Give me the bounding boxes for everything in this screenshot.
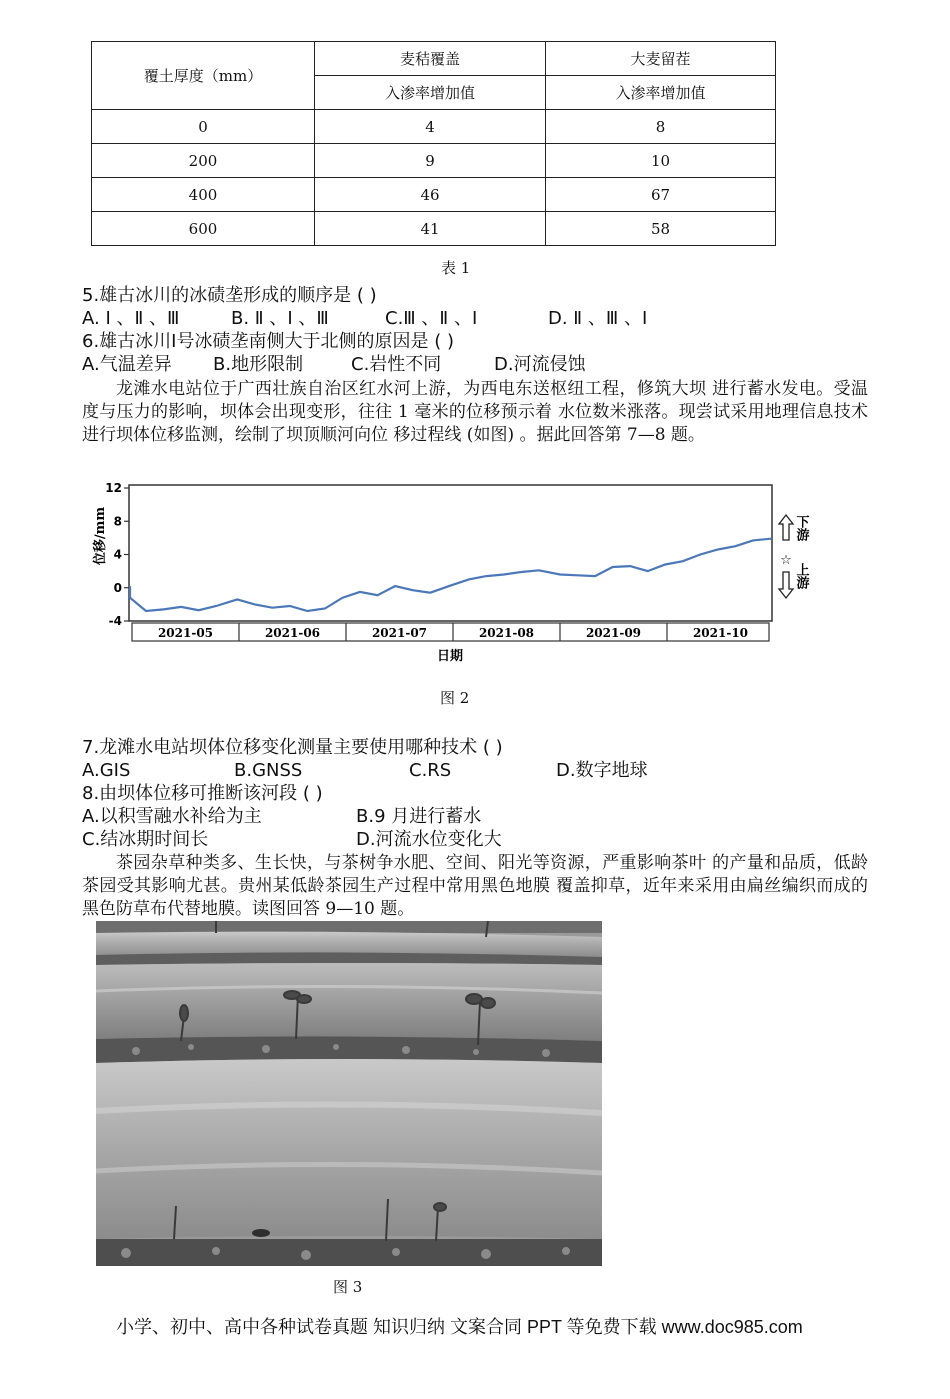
question-5-option-a: A. Ⅰ 、Ⅱ 、Ⅲ <box>82 308 180 329</box>
question-6-option-b: B.地形限制 <box>213 354 304 375</box>
star-icon: ☆ <box>780 553 792 568</box>
x-tick-label: 2021-06 <box>264 626 321 640</box>
downstream-label: 下游 <box>793 515 809 541</box>
table-cell: 400 <box>92 178 315 212</box>
downstream-arrow-icon <box>779 515 793 540</box>
table-cell: 0 <box>92 110 315 144</box>
table-row <box>92 144 776 178</box>
question-7-option-b: B.GNSS <box>234 760 303 781</box>
question-6-stem: 6.雄古冰川Ⅰ号冰碛垄南侧大于北侧的原因是 ( ) <box>82 331 454 352</box>
chart-plot-area <box>129 485 772 621</box>
table-row <box>92 110 776 144</box>
x-tick-label: 2021-07 <box>371 626 428 640</box>
passage-paragraph-1: 龙滩水电站位于广西壮族自治区红水河上游，为西电东送枢纽工程，修筑大坝 进行蓄水发电。受温度与压力的影响，坝体会出现变形，往往 1 毫米的位移预示着 水位数米涨落。现尝试采用地理信息技术进行坝体位移监测，绘制了坝顶顺河向位 移过程线 (如图) 。据此回答第 7—8 题。 <box>82 379 868 445</box>
y-tick-label: 4 <box>113 547 122 562</box>
table-cell: 10 <box>546 144 776 178</box>
passage-paragraph-2: 茶园杂草种类多、生长快，与茶树争水肥、空间、阳光等资源，严重影响茶叶 的产量和品质，低龄茶园受其影响尤甚。贵州某低龄茶园生产过程中常用黑色地膜 覆盖抑草，近年来采用由扁丝编织而成的黑色防草布代替地膜。读图回答 9—10 题。 <box>82 853 868 919</box>
y-tick-label: 0 <box>113 580 122 595</box>
y-tick-label: 8 <box>113 514 122 529</box>
figure-3-caption: 图 3 <box>333 1278 363 1296</box>
question-8-option-a: A.以积雪融水补给为主 <box>82 806 262 827</box>
table-header-cell: 大麦留茬 <box>546 42 776 76</box>
tea-garden-photo <box>96 921 602 1266</box>
table-header-cell: 覆土厚度（mm） <box>92 42 315 110</box>
x-axis-label: 日期 <box>436 649 464 664</box>
x-axis <box>132 623 769 641</box>
question-6-option-d: D.河流侵蚀 <box>494 354 586 375</box>
page-footer: 小学、初中、高中各种试卷真题 知识归纳 文案合同 PPT 等免费下载 www.doc985.com <box>116 1317 803 1337</box>
question-8-option-d: D.河流水位变化大 <box>356 829 502 850</box>
question-7-stem: 7.龙滩水电站坝体位移变化测量主要使用哪种技术 ( ) <box>82 737 503 758</box>
table-cell: 46 <box>315 178 546 212</box>
question-7-option-a: A.GIS <box>82 760 131 781</box>
y-axis <box>105 481 129 628</box>
question-5-option-d: D. Ⅱ 、Ⅲ 、Ⅰ <box>548 308 648 329</box>
y-axis-label: 位移/mm <box>93 506 108 566</box>
question-6-option-a: A.气温差异 <box>82 354 172 375</box>
table-cell: 9 <box>315 144 546 178</box>
displacement-line-chart <box>82 478 818 708</box>
upstream-arrow-icon <box>779 572 793 598</box>
question-7-option-d: D.数字地球 <box>556 760 648 781</box>
table-row <box>92 212 776 246</box>
table-cell: 600 <box>92 212 315 246</box>
question-8-option-b: B.9 月进行蓄水 <box>356 806 482 827</box>
table-cell: 41 <box>315 212 546 246</box>
x-tick-label: 2021-08 <box>478 626 535 640</box>
x-axis-band <box>132 623 769 641</box>
table-row <box>92 178 776 212</box>
question-5-option-b: B. Ⅱ 、Ⅰ 、Ⅲ <box>231 308 329 329</box>
question-8-stem: 8.由坝体位移可推断该河段 ( ) <box>82 783 323 804</box>
table-header-cell: 入渗率增加值 <box>315 76 546 110</box>
table-cell: 200 <box>92 144 315 178</box>
question-7-option-c: C.RS <box>409 760 452 781</box>
table-caption: 表 1 <box>441 259 471 277</box>
table-cell: 67 <box>546 178 776 212</box>
table-header-cell: 麦秸覆盖 <box>315 42 546 76</box>
y-tick-label: -4 <box>108 614 122 628</box>
question-8-option-c: C.结冰期时间长 <box>82 829 209 850</box>
figure-2-caption: 图 2 <box>440 689 470 707</box>
x-tick-label: 2021-09 <box>585 626 642 640</box>
upstream-label: 上游 <box>793 563 809 589</box>
table-1 <box>91 41 776 246</box>
table-cell: 4 <box>315 110 546 144</box>
x-tick-label: 2021-10 <box>692 626 749 640</box>
table-header-cell: 入渗率增加值 <box>546 76 776 110</box>
x-tick-label: 2021-05 <box>157 626 214 640</box>
table-cell: 58 <box>546 212 776 246</box>
question-5-stem: 5.雄古冰川的冰碛垄形成的顺序是 ( ) <box>82 285 377 306</box>
question-5-option-c: C.Ⅲ 、Ⅱ 、Ⅰ <box>385 308 478 329</box>
question-6-option-c: C.岩性不同 <box>351 354 442 375</box>
table-cell: 8 <box>546 110 776 144</box>
y-tick-label: 12 <box>105 481 122 495</box>
